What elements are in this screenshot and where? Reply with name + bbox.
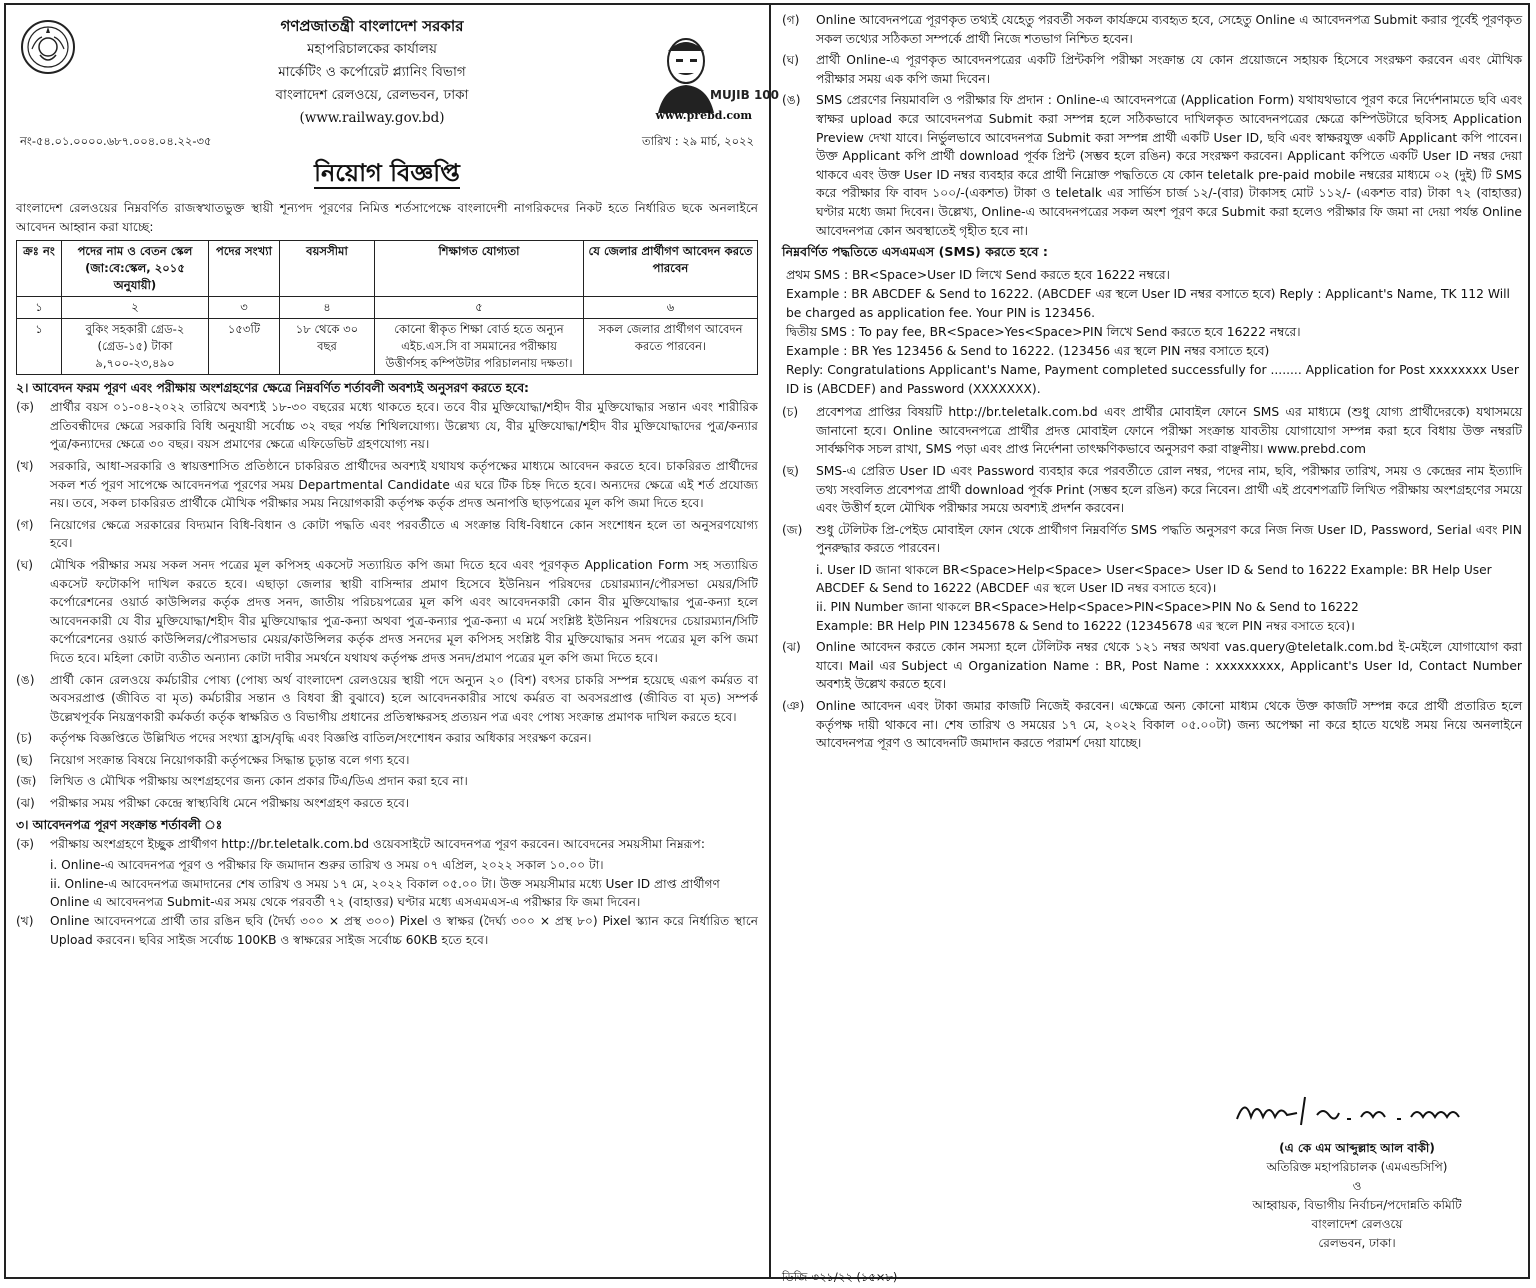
schedule-end: ii. Online-এ আবেদনপত্র জমাদানের শেষ তারিখ ও সময় ১৭ মে, ২০২২ বিকাল ০৫.০০ টা। উক্ত সময়সীমার মধ্যে User ID প্রাপ্ত প্রার্থীগণ Online এ আবেদনপত্র Submit-এর সময় থেকে পরবর্তী ৭২ (বাহাত্তর) ঘণ্টার মধ্যে এসএমএস-এ পরীক্ষার ফি জমা দিবেন। — [50, 876, 720, 910]
notice-page — [4, 3, 1530, 1284]
recovery-pin: ii. PIN Number জানা থাকলে BR<Space>Help<Space>PIN<Space>PIN No & Send to 16222 — [816, 600, 1359, 615]
signatory-org: বাংলাদেশ রেলওয়ে — [1311, 1217, 1403, 1231]
government-name: গণপ্রজাতন্ত্রী বাংলাদেশ সরকার — [280, 17, 464, 35]
list-item: (চ) কর্তৃপক্ষ বিজ্ঞপ্তিতে উল্লিখিত পদের সংখ্যা হ্রাস/বৃদ্ধি এবং বিজ্ঞপ্তি বাতিল/সংশোধন করার অধিকার সংরক্ষণ করেন। — [16, 731, 592, 746]
table-cell: কোনো স্বীকৃত শিক্ষা বোর্ড হতে অন্যুন এইচ.এস.সি বা সমমানের পরীক্ষায় উত্তীর্ণসহ কম্পিউটার পরিচালনায় দক্ষতা। — [375, 319, 584, 375]
prebd-watermark: www.prebd.com — [655, 109, 752, 122]
list-item: (ক) প্রার্থীর বয়স ০১-০৪-২০২২ তারিখে অবশ্যই ১৮-৩০ বছরের মধ্যে থাকতে হবে। তবে বীর মুক্তিযোদ্ধা/শহীদ বীর মুক্তিযোদ্ধার সন্তান এবং শারীরিক প্রতিবন্ধীদের ক্ষেত্রে সরকারি বিধি অনুযায়ী সর্বোচ্চ ৩২ বছর পর্যন্ত শিথিলযোগ্য। উল্লেখ্য যে, বীর মুক্তিযোদ্ধা/শহীদ বীর মুক্তিযোদ্ধাদের পুত্র/কন্যার পুত্র/কন্যাদের ক্ষেত্রে ৩০ বছর। বয়স প্রমাণের ক্ষেত্রে এফিডেভিট গ্রহণযোগ্য নয়। — [16, 400, 758, 452]
sms-heading: নিম্নবর্ণিত পদ্ধতিতে এসএমএস (SMS) করতে হবে : — [782, 244, 1048, 260]
list-item: (গ) নিয়োগের ক্ষেত্রে সরকারের বিদ্যমান বিধি-বিধান ও কোটা পদ্ধতি এবং পরবর্তীতে এ সংক্রান্ত বিধি-বিধানে কোন সংশোধন হলে তা অনুসরণযোগ্য হবে। — [16, 517, 758, 551]
signatory-place: রেলভবন, ঢাকা। — [1318, 1236, 1396, 1250]
notice-date: তারিখ : ২৯ মার্চ, ২০২২ — [641, 134, 754, 148]
railway-website: (www.railway.gov.bd) — [299, 110, 445, 126]
table-cell: সকল জেলার প্রার্থীগণ আবেদন করতে পারবেন। — [584, 319, 758, 375]
schedule-start: i. Online-এ আবেদনপত্র পূরণ ও পরীক্ষার ফি জমাদান শুরুর তারিখ ও সময় ০৭ এপ্রিল, ২০২২ সকাল ১০.০০ টা। — [50, 858, 604, 873]
table-cell: ১৫৩টি — [209, 319, 280, 375]
list-item: (জ) লিখিত ও মৌখিক পরীক্ষায় অংশগ্রহণের জন্য কোন প্রকার টিএ/ডিএ প্রদান করা হবে না। — [16, 774, 468, 789]
table-number-row — [17, 297, 758, 319]
table-cell: ১৮ থেকে ৩০ বছর — [280, 319, 375, 375]
sms-line: Reply: Congratulations Applicant's Name, Payment completed successfully for ........ Application for Post xxxxxxxx User ID is (ABCDEF) and Password (XXXXXXX). — [786, 363, 1519, 397]
table-cell: বুকিং সহকারী গ্রেড-২ (গ্রেড-১৫) টাকা ৯,৭০০-২৩,৪৯০ — [62, 319, 209, 375]
recovery-user-id: i. User ID জানা থাকলে BR<Space>Help<Space> User<Space> User ID & Send to 16222 Example: BR Help User ABCDEF & Send to 16222 (ABCDEF এর স্থলে User ID নম্বর বসাতে হবে)। — [816, 562, 1492, 596]
mujib-100-logo-icon — [644, 31, 779, 113]
dg-reference: ডিজি-৩২১/২২ (১৫×৮) — [782, 1270, 898, 1284]
list-item: (ক) পরীক্ষায় অংশগ্রহণে ইচ্ছুক প্রার্থীগণ http://br.teletalk.com.bd ওয়েবসাইটে আবেদনপত্র পূরণ করবেন। আবেদনের সময়সীমা নিম্নরূপ: — [16, 836, 705, 851]
list-item: (খ) Online আবেদনপত্রে প্রার্থী তার রঙিন ছবি (দৈর্ঘ্য ৩০০ × প্রস্থ ৩০০) Pixel ও স্বাক্ষর (দৈর্ঘ্য ৩০০ × প্রস্থ ৮০) Pixel স্ক্যান করে নির্ধারিত স্থানে Upload করবেন। ছবির সাইজ সর্বোচ্চ 100KB ও স্বাক্ষরের সাইজ সর্বোচ্চ 60KB হতে হবে। — [16, 914, 758, 947]
list-item: (চ) প্রবেশপত্র প্রাপ্তির বিষয়টি http://br.teletalk.com.bd এবং প্রার্থীর মোবাইল ফোনে SMS এর মাধ্যমে (শুধু যোগ্য প্রার্থীদেরকে) যথাসময়ে জানানো হবে। Online আবেদনপত্রে প্রার্থীর প্রদত্ত মোবাইল ফোনে পরীক্ষা সংক্রান্ত যাবতীয় যোগাযোগ সম্পন্ন করা হবে বিধায় উক্ত নম্বরটি সার্বক্ষণিক সচল রাখা, SMS পড়া এবং প্রাপ্ত নির্দেশনা তাৎক্ষণিকভাবে অনুসরণ করা বাঞ্ছনীয়। www.prebd.com — [782, 405, 1522, 457]
sms-line: Example : BR ABCDEF & Send to 16222. (ABCDEF এর স্থলে User ID নম্বর বসাতে হবে) Reply : Applicant's Name, TK 112 Will be charged as application fee. Your PIN is 123456. — [786, 287, 1510, 321]
office-name: মহাপরিচালকের কার্যালয় — [307, 41, 437, 57]
list-item: (খ) সরকারি, আধা-সরকারি ও স্বায়ত্তশাসিত প্রতিষ্ঠানে চাকরিরত প্রার্থীদের অবশ্যই যথাযথ কর্তৃপক্ষের মাধ্যমে আবেদন করতে হবে। চাকরিরত প্রার্থীদের সকল শর্ত পূরণ সাপেক্ষে আবেদনপত্র পূরণের সময় Departmental Candidate এর ঘরে টিক চিহ্ন দিতে হবে। অন্যদের ক্ষেত্রে এই শর্ত প্রযোজ্য নয়। তবে, সকল চাকরিরত প্রার্থীকে মৌখিক পরীক্ষার সময় নিয়োগকারী কর্তৃপক্ষ কর্তৃক প্রদত্ত অনাপত্তি ছাড়পত্রের মূল কপি জমা দিতে হবে। — [16, 458, 758, 511]
list-item: (ঙ) SMS প্রেরণের নিয়মাবলি ও পরীক্ষার ফি প্রদান : Online-এ আবেদনপত্রে (Application Form) যথাযথভাবে পূরণ করে নির্দেশনামতে ছবি এবং স্বাক্ষর upload করে আবেদনপত্র Submit করা সম্পন্ন হলে সঠিকভাবে দাখিলকৃত আবেদনপত্রের ক্ষেত্রে কম্পিউটারে ছবিসহ Application Preview দেখা যাবে। নির্ভুলভাবে আবেদনপত্র Submit করা সম্পন্ন প্রার্থী একটি User ID, ছবি এবং স্বাক্ষরযুক্ত একটি Applicant কপি পাবেন। উক্ত Applicant কপি প্রার্থী download পূর্বক প্রিন্ট (সম্ভব হলে রঙিন) করে সংরক্ষণ করবেন। Applicant কপিতে একটি User ID নম্বর দেয়া থাকবে এবং উক্ত User ID নম্বর ব্যবহার করে প্রার্থী নিম্নোক্ত পদ্ধতিতে যে কোন teletalk pre-paid mobile নম্বরের মাধ্যমে ০২ (দুই) টি SMS করে পরীক্ষার ফি বাবদ ১০০/-(একশত) টাকা ও teletalk এর সার্ভিস চার্জ ১২/-(বার) টাকাসহ মোট ১১২/- (একশত বার) টাকা ৭২ (বাহাত্তর) ঘণ্টার মধ্যে জমা দিবেন। উল্লেখ্য, Online-এ আবেদনপত্রের সকল অংশ পূরণ করে Submit করা হলেও পরীক্ষার ফি জমা না দেয়া পর্যন্ত Online আবেদনপত্র কোন অবস্থাতেই গৃহীত হবে না। — [782, 93, 1522, 238]
section-3-heading: ৩। আবেদনপত্র পূরণ সংক্রান্ত শর্তাবলী ঃ — [16, 817, 223, 832]
table-header: বয়সসীমা — [280, 241, 375, 297]
column-divider — [769, 5, 771, 1277]
list-item: (ঝ) Online আবেদন করতে কোন সমস্যা হলে টেলিটক নম্বর থেকে ১২১ নম্বর অথবা vas.query@teletalk.com.bd ই-মেইলে যোগাযোগ করা যাবে। Mail এর Subject এ Organization Name : BR, Post Name : xxxxxxxxx, Applicant's User Id, Contact Number অবশ্যই উল্লেখ করতে হবে। — [782, 640, 1522, 692]
table-header-row — [17, 241, 758, 297]
table-header: যে জেলার প্রার্থীগণ আবেদন করতে পারবেন — [584, 241, 758, 297]
left-column — [16, 11, 779, 1271]
table-header: ক্রঃ নং — [17, 241, 62, 297]
signatory-role: আহ্বায়ক, বিভাগীয় নির্বাচন/পদোন্নতি কমিটি — [1252, 1198, 1462, 1212]
list-item: (ঘ) মৌখিক পরীক্ষার সময় সকল সনদ পত্রের মূল কপিসহ একসেট সত্যায়িত কপি জমা দিতে হবে এবং পূরণকৃত Application Form সহ সত্যায়িত একসেট ফটোকপি দাখিল করতে হবে। এছাড়া জেলার স্থায়ী বাসিন্দার প্রমাণ হিসেবে ইউনিয়ন পরিষদের চেয়ারম্যান/পৌরসভা মেয়র/সিটি কর্পোরেশনের ওয়ার্ড কাউন্সিলর কর্তৃক প্রদত্ত সনদ, জাতীয় পরিচয়পত্রের মূল কপি এবং আবেদনকারী কোন বীর মুক্তিযোদ্ধার পুত্র-কন্যা হলে আবেদনকারী যে বীর মুক্তিযোদ্ধা/শহীদ বীর মুক্তিযোদ্ধার পুত্র-কন্যা অথবা পুত্র-কন্যার পুত্র-কন্যা এ মর্মে সংশ্লিষ্ট ইউনিয়ন পরিষদের চেয়ারম্যান/সিটি কর্পোরেশনের ওয়ার্ড কাউন্সিলর/পৌরসভার মেয়র/কাউন্সিলর কর্তৃক প্রদত্ত সনদের মূল কপিসহ সংশ্লিষ্ট বীর মুক্তিযোদ্ধার সনদ পত্রের মূল কপি জমা দিতে হবে। মহিলা কোটা ব্যতীত অন্যান্য কোটা দাবীর সমর্থনে যথাযথ কর্তৃপক্ষ প্রদত্ত সনদ/প্রমাণ পত্রের মূল কপি জমা দিতে হবে। — [16, 557, 758, 665]
table-cell: ১ — [17, 297, 62, 319]
posts-table — [16, 240, 758, 375]
handwritten-signature-icon — [1227, 1093, 1487, 1129]
table-header: পদের সংখ্যা — [209, 241, 280, 297]
table-cell: ৬ — [584, 297, 758, 319]
division-name: মার্কেটিং ও কর্পোরেট প্ল্যানিং বিভাগ — [278, 64, 466, 80]
section-2-heading: ২। আবেদন ফরম পূরণ এবং পরীক্ষায় অংশগ্রহণের ক্ষেত্রে নিম্নবর্ণিত শর্তাবলী অবশ্যই অনুসরণ করতে হবে: — [16, 381, 529, 396]
sms-line: Example : BR Yes 123456 & Send to 16222. (123456 এর স্থলে PIN নম্বর বসাতে হবে) — [786, 344, 1270, 359]
signatory-designation: অতিরিক্ত মহাপরিচালক (এমএন্ডসিপি) — [1266, 1160, 1448, 1174]
government-emblem-icon — [20, 19, 76, 75]
signatory-name: (এ কে এম আব্দুল্লাহ আল বাকী) — [1279, 1141, 1435, 1155]
sms-line: প্রথম SMS : BR<Space>User ID লিখে Send করতে হবে 16222 নম্বরে। — [786, 268, 1170, 283]
list-item: (জ) শুধু টেলিটক প্রি-পেইড মোবাইল ফোন থেকে প্রার্থীগণ নিম্নবর্ণিত SMS পদ্ধতি অনুসরণ করে নিজ নিজ User ID, Password, Serial এবং PIN পুনরুদ্ধার করতে পারবেন। — [782, 522, 1522, 556]
list-item: (ঝ) পরীক্ষার সময় পরীক্ষা কেন্দ্রে স্বাস্থ্যবিধি মেনে পরীক্ষায় অংশগ্রহণ করতে হবে। — [16, 796, 410, 811]
table-cell: ৫ — [375, 297, 584, 319]
table-cell: ২ — [62, 297, 209, 319]
table-header: পদের নাম ও বেতন স্কেল (জা:বে:স্কেল, ২০১৫ অনুযায়ী) — [62, 241, 209, 297]
memo-number: নং-৫৪.০১.০০০০.৬৮৭.০০৪.০৪.২২-৩৫ — [20, 134, 212, 148]
table-row — [17, 319, 758, 375]
office-address: বাংলাদেশ রেলওয়ে, রেলভবন, ঢাকা — [275, 87, 469, 103]
right-column — [782, 11, 1522, 1284]
table-header: শিক্ষাগত যোগ্যতা — [375, 241, 584, 297]
mujib-logo-text: MUJIB 100 — [710, 88, 779, 102]
list-item: (ঞ) Online আবেদন এবং টাকা জমার কাজটি নিজেই করবেন। এক্ষেত্রে অন্য কোনো মাধ্যম থেকে উক্ত কাজটি সম্পন্ন করে প্রার্থী প্রতারিত হলে কর্তৃপক্ষ দায়ী থাকবে না। শেষ তারিখ ও সময়ের ১৭ মে, ২০২২ বিকাল ০৫.০০টা) জন্য অপেক্ষা না করে হাতে যথেষ্ট সময় নিয়ে অনলাইনে আবেদনপত্র পূরণ ও আবেদনটি জমাদান করতে পরামর্শ দেয়া যাচ্ছে। — [782, 699, 1522, 751]
signatory-and: ও — [1352, 1179, 1362, 1193]
list-item: (ঙ) প্রার্থী কোন রেলওয়ে কর্মচারীর পোষ্য (পোষ্য অর্থ বাংলাদেশ রেলওয়ের স্থায়ী পদে অন্যুন ২০ (বিশ) বৎসর চাকরি সম্পন্ন হয়েছে এরূপ কর্মরত বা অবসরপ্রাপ্ত (জীবিত বা মৃত) কর্মচারীর সন্তান ও বিধবা স্ত্রী বুঝাবে) হলে আবেদনকারীর সাথে কর্মরত বা অবসরপ্রাপ্ত (জীবিত বা মৃত) সম্পর্ক উল্লেখপূর্বক নিয়ন্ত্রণকারী কর্মকর্তা কর্তৃক স্বাক্ষরিত ও বিভাগীয় প্রধানের প্রতিস্বাক্ষরসহ প্রত্যয়ন পত্র এবং পোষ্য সংক্রান্ত প্রমাণক দাখিল করতে হবে। — [16, 672, 758, 724]
page-title: নিয়োগ বিজ্ঞপ্তি — [314, 158, 460, 187]
recovery-pin-example: Example: BR Help PIN 12345678 & Send to 16222 (12345678 এর স্থলে PIN নম্বর বসাতে হবে)। — [816, 618, 1355, 633]
list-item: (গ) Online আবেদনপত্রে পূরণকৃত তথ্যই যেহেতু পরবর্তী সকল কার্যক্রমে ব্যবহৃত হবে, সেহেতু Online এ আবেদনপত্র Submit করার পূর্বেই পূরণকৃত সকল তথ্যের সঠিকতা সম্পর্কে প্রার্থী নিজে শতভাগ নিশ্চিত হবেন। — [782, 13, 1522, 46]
sms-line: দ্বিতীয় SMS : To pay fee, BR<Space>Yes<Space>PIN লিখে Send করতে হবে 16222 নম্বরে। — [786, 325, 1301, 340]
intro-paragraph: বাংলাদেশ রেলওয়ের নিম্নবর্ণিত রাজস্বখাতভুক্ত স্থায়ী শূন্যপদ পূরণের নিমিত্ত শর্তসাপেক্ষে বাংলাদেশী নাগরিকদের নিকট হতে নির্ধারিত ছকে অনলাইনে আবেদন আহ্বান করা যাচ্ছে: — [16, 201, 758, 234]
table-cell: ১ — [17, 319, 62, 375]
letterhead — [16, 11, 779, 151]
list-item: (ঘ) প্রার্থী Online-এ পূরণকৃত আবেদনপত্রের একটি প্রিন্টকপি পরীক্ষা সংক্রান্ত যে কোন প্রয়োজনে সহায়ক হিসেবে সংরক্ষণ করবেন এবং মৌখিক পরীক্ষার সময় এক কপি জমা দিবেন। — [782, 53, 1522, 86]
list-item: (ছ) নিয়োগ সংক্রান্ত বিষয়ে নিয়োগকারী কর্তৃপক্ষের সিদ্ধান্ত চূড়ান্ত বলে গণ্য হবে। — [16, 752, 410, 767]
signature-block — [1192, 1093, 1522, 1253]
table-cell: ৩ — [209, 297, 280, 319]
table-cell: ৪ — [280, 297, 375, 319]
list-item: (ছ) SMS-এ প্রেরিত User ID এবং Password ব্যবহার করে পরবর্তীতে রোল নম্বর, পদের নাম, ছবি, পরীক্ষার তারিখ, সময় ও কেন্দ্রের নাম ইত্যাদি তথ্য সংবলিত প্রবেশপত্র প্রার্থী download পূর্বক Print (সম্ভব হলে রঙিন) করে নিবেন। প্রার্থী এই প্রবেশপত্রটি লিখিত পরীক্ষায় অংশগ্রহণের সময়ে এবং উত্তীর্ণ হলে মৌখিক পরীক্ষার সময়ে অবশ্যই প্রদর্শন করবেন। — [782, 463, 1522, 516]
